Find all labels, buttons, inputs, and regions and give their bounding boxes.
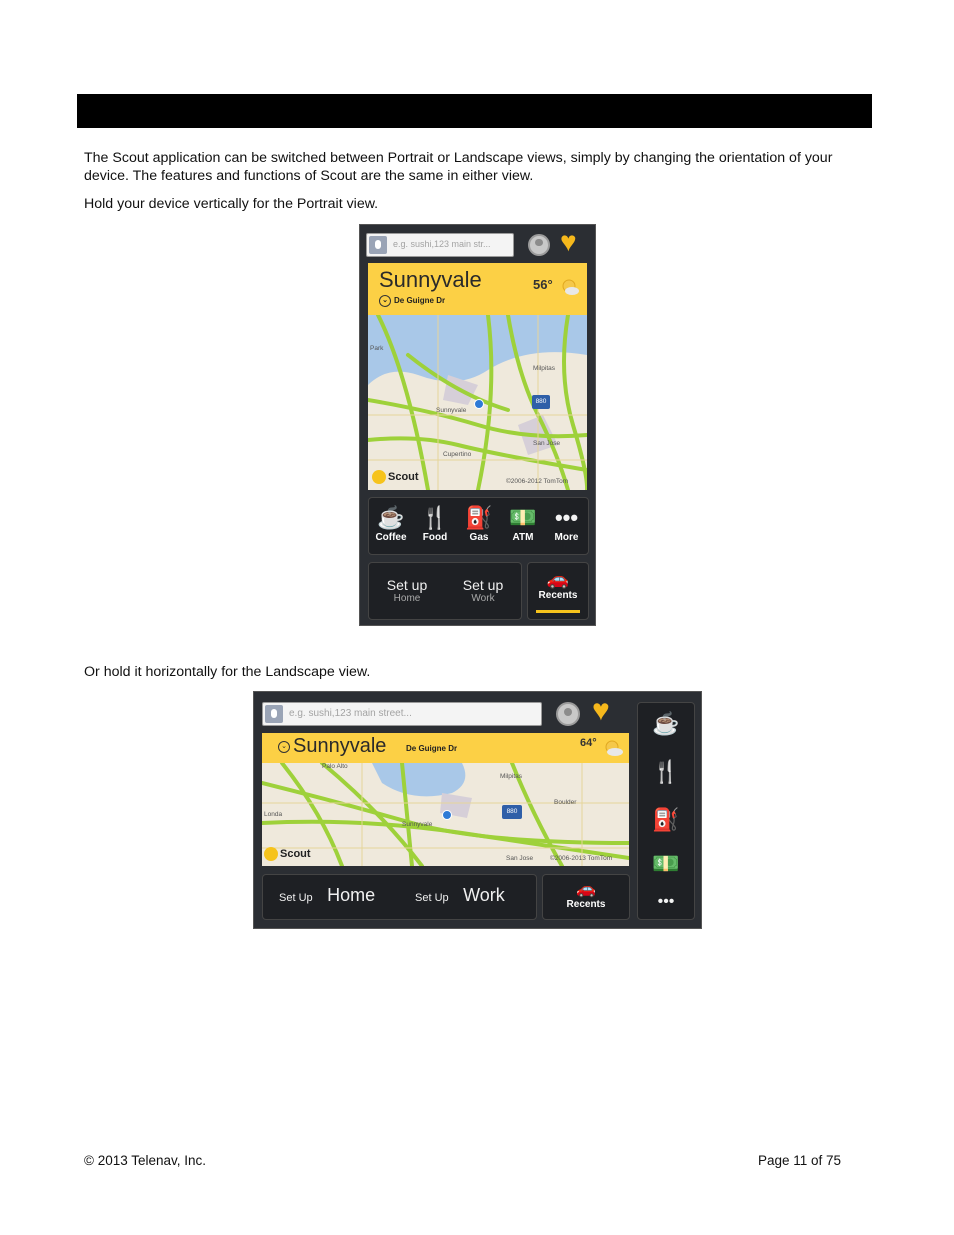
interstate-880-shield: 880 bbox=[502, 805, 522, 819]
scout-logo: Scout bbox=[264, 847, 311, 861]
category-more[interactable]: ••• More bbox=[545, 504, 588, 543]
temperature: 56° bbox=[533, 277, 553, 292]
map-label: Londa bbox=[264, 811, 283, 818]
setup-work-button[interactable]: Set Up Work bbox=[415, 885, 505, 905]
map-label: Sunnyvale bbox=[402, 821, 433, 828]
favorites-heart-icon[interactable]: ♥ bbox=[560, 226, 577, 257]
current-location-dot bbox=[442, 810, 452, 820]
map-label: San Jose bbox=[506, 855, 534, 862]
map-label: Sunnyvale bbox=[436, 407, 467, 414]
scout-logo: Scout bbox=[372, 470, 419, 484]
profile-avatar-icon[interactable] bbox=[556, 702, 580, 726]
chevron-down-icon: ⌄ bbox=[379, 295, 391, 307]
car-icon: 🚗 bbox=[576, 881, 596, 898]
category-food[interactable]: 🍴 Food bbox=[413, 504, 457, 543]
category-gas[interactable]: ⛽ Gas bbox=[457, 504, 501, 543]
map-label: Milpitas bbox=[500, 773, 523, 780]
setup-panel bbox=[262, 874, 537, 920]
microphone-icon[interactable] bbox=[369, 236, 387, 254]
microphone-icon[interactable] bbox=[265, 705, 283, 723]
chevron-down-icon: ⌄ bbox=[278, 741, 290, 753]
intro-paragraph: The Scout application can be switched between Portrait or Landscape views, simply by changing the orientation of your device. The features and functions of Scout are the same in either view. bbox=[84, 150, 833, 184]
city-name: ⌄ Sunnyvale bbox=[278, 735, 386, 758]
category-coffee[interactable]: ☕ Coffee bbox=[369, 504, 413, 543]
street-name: ⌄ De Guigne Dr bbox=[379, 295, 445, 307]
map-view[interactable] bbox=[262, 763, 629, 866]
map-label: Milpitas bbox=[533, 365, 556, 372]
setup-work-button[interactable]: Set up Work bbox=[462, 577, 504, 604]
search-input[interactable] bbox=[262, 702, 542, 726]
map-label: Park bbox=[370, 345, 384, 352]
search-input[interactable] bbox=[366, 233, 514, 257]
recents-button[interactable]: 🚗 Recents bbox=[527, 562, 589, 620]
partly-sunny-icon bbox=[560, 277, 580, 297]
fork-knife-icon: 🍴 bbox=[421, 505, 449, 530]
search-placeholder: e.g. sushi,123 main str... bbox=[393, 239, 491, 249]
interstate-880-shield: 880 bbox=[532, 395, 550, 409]
gas-pump-icon[interactable]: ⛽ bbox=[652, 807, 680, 832]
profile-avatar-icon[interactable] bbox=[528, 234, 550, 256]
atm-icon: 💵 bbox=[509, 505, 537, 530]
portrait-screenshot bbox=[359, 224, 596, 626]
footer-copyright: © 2013 Telenav, Inc. bbox=[84, 1153, 207, 1168]
map-copyright: ©2006-2013 TomTom bbox=[550, 855, 613, 862]
selected-indicator bbox=[536, 610, 580, 613]
scout-logo-icon bbox=[264, 847, 278, 861]
landscape-instruction: Or hold it horizontally for the Landscape view. bbox=[84, 664, 371, 680]
footer-page-number: Page 11 of 75 bbox=[758, 1153, 842, 1168]
scout-logo-icon bbox=[372, 470, 386, 484]
category-bar bbox=[368, 497, 589, 555]
setup-home-button[interactable]: Set Up Home bbox=[279, 885, 376, 905]
current-location-dot bbox=[474, 399, 484, 409]
favorites-heart-icon[interactable]: ♥ bbox=[592, 694, 610, 727]
atm-icon[interactable]: 💵 bbox=[652, 851, 680, 876]
coffee-icon: ☕ bbox=[377, 505, 405, 530]
temperature: 64° bbox=[580, 737, 597, 749]
landscape-screenshot bbox=[253, 691, 702, 929]
section-header-bar bbox=[77, 94, 872, 128]
setup-home-button[interactable]: Set up Home bbox=[386, 577, 428, 604]
fork-knife-icon[interactable]: 🍴 bbox=[652, 759, 680, 784]
gas-pump-icon: ⛽ bbox=[465, 505, 493, 530]
map-copyright: ©2006-2012 TomTom bbox=[506, 478, 569, 485]
city-name: Sunnyvale bbox=[379, 267, 482, 292]
more-dots-icon[interactable]: ••• bbox=[657, 893, 675, 910]
street-name: De Guigne Dr bbox=[406, 744, 458, 753]
recents-button[interactable]: 🚗 Recents bbox=[542, 874, 630, 920]
category-atm[interactable]: 💵 ATM bbox=[501, 504, 545, 543]
portrait-instruction: Hold your device vertically for the Portrait view. bbox=[84, 196, 379, 212]
city-banner[interactable] bbox=[368, 263, 587, 315]
city-banner[interactable] bbox=[262, 733, 629, 763]
car-icon: 🚗 bbox=[546, 569, 570, 589]
coffee-icon[interactable]: ☕ bbox=[652, 711, 680, 736]
map-label: Cupertino bbox=[443, 451, 472, 458]
map-label: Boulder bbox=[554, 799, 577, 806]
map-label: Palo Alto bbox=[322, 763, 348, 770]
partly-sunny-icon bbox=[602, 737, 624, 759]
map-label: San Jose bbox=[533, 440, 561, 447]
map-view[interactable] bbox=[368, 315, 587, 490]
more-dots-icon: ••• bbox=[554, 505, 579, 530]
category-sidebar bbox=[637, 702, 695, 920]
search-placeholder: e.g. sushi,123 main street... bbox=[289, 708, 412, 719]
setup-panel bbox=[368, 562, 522, 620]
